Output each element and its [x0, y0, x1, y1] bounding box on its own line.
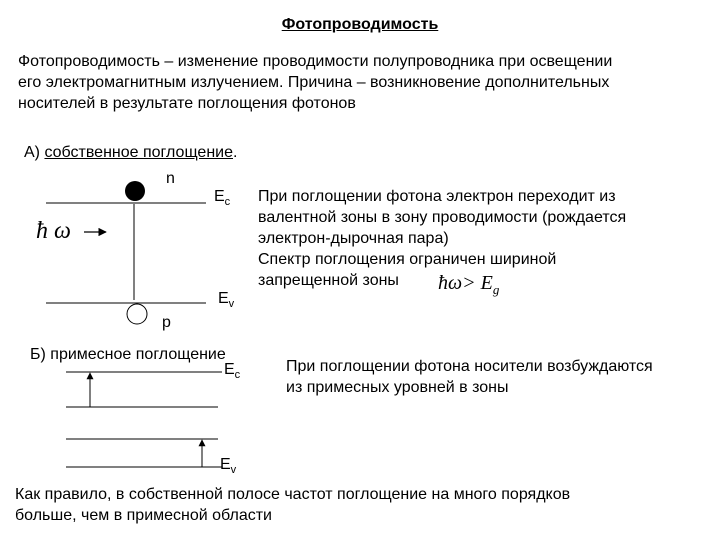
text-line: валентной зоны в зону проводимости (рождается [258, 209, 627, 226]
label-p: p [162, 314, 171, 331]
text-line: из примесных уровней в зоны [286, 379, 509, 396]
section-b-heading: Б) примесное поглощение [30, 346, 226, 363]
intro-line: Фотопроводимость – изменение проводимости полупроводника при освещении [18, 53, 613, 70]
label-ev-b: $E_v$ [220, 456, 237, 476]
text-line: Спектр поглощения ограничен шириной [258, 251, 557, 268]
text-line: запрещенной зоны [258, 272, 399, 289]
conclusion-paragraph [15, 484, 570, 526]
label-ev: $E_v$ [218, 290, 235, 310]
label-n: n [166, 170, 175, 187]
intro-line: носителей в результате поглощения фотонов [18, 95, 356, 112]
intro-line: его электромагнитным излучением. Причина – возникновение дополнительных [18, 74, 610, 91]
text-line: При поглощении фотона электрон переходит из [258, 188, 616, 205]
text-line: Как правило, в собственной полосе частот поглощение на много порядков [15, 486, 571, 503]
page-title: Фотопроводимость [281, 16, 439, 33]
text-line: больше, чем в примесной области [15, 507, 272, 524]
photon-energy-label: ħ ω [36, 218, 71, 244]
electron-dot [125, 181, 145, 201]
text-line: электрон-дырочная пара) [258, 230, 449, 247]
label-ec: $E_c$ [214, 188, 231, 208]
section-b-text [286, 356, 653, 398]
label-ec-b: $E_c$ [224, 361, 241, 381]
text-line: При поглощении фотона носители возбуждаются [286, 358, 653, 375]
hole-circle [127, 304, 147, 324]
section-a-heading: А) собственное поглощение. [24, 144, 238, 161]
absorption-condition-formula: ħω> $E_g$ [438, 272, 500, 297]
